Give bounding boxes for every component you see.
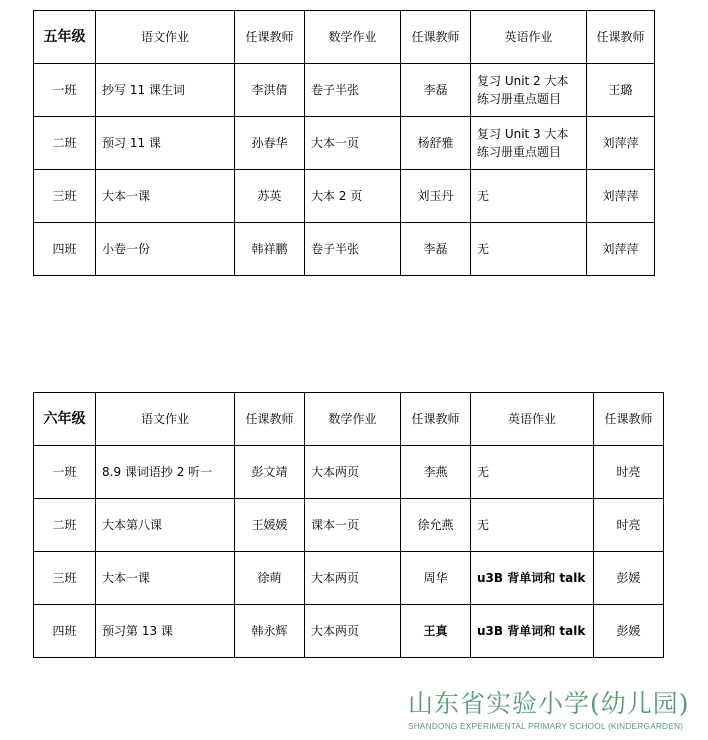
english-homework-cell: 无 (471, 446, 594, 499)
english-homework-cell: u3B 背单词和 talk (471, 605, 594, 658)
math-teacher-cell: 王真 (401, 605, 471, 658)
math-homework-cell: 大本两页 (305, 446, 401, 499)
grade-label: 六年级 (34, 393, 96, 446)
chinese-homework-cell: 抄写 11 课生词 (96, 64, 235, 117)
table-row (34, 446, 664, 499)
column-header: 任课教师 (587, 11, 655, 64)
chinese-homework-cell: 小卷一份 (96, 223, 235, 276)
table-header-row (34, 11, 655, 64)
chinese-teacher-cell: 苏英 (235, 170, 305, 223)
table-row (34, 499, 664, 552)
column-header: 任课教师 (401, 393, 471, 446)
english-homework-cell: 无 (471, 223, 587, 276)
english-teacher-cell: 时亮 (594, 499, 664, 552)
school-name-chinese: 山东省实验小学(幼儿园) (408, 689, 690, 718)
class-cell: 三班 (34, 552, 96, 605)
column-header: 数学作业 (305, 11, 401, 64)
chinese-teacher-cell: 韩祥鹏 (235, 223, 305, 276)
chinese-homework-cell: 预习第 13 课 (96, 605, 235, 658)
chinese-homework-cell: 8.9 课词语抄 2 听一 (96, 446, 235, 499)
english-teacher-cell: 王璐 (587, 64, 655, 117)
math-homework-cell: 课本一页 (305, 499, 401, 552)
class-cell: 三班 (34, 170, 96, 223)
class-cell: 四班 (34, 605, 96, 658)
math-homework-cell: 大本 2 页 (305, 170, 401, 223)
grade5-homework-table (33, 10, 655, 276)
class-cell: 一班 (34, 446, 96, 499)
table-header-row (34, 393, 664, 446)
english-teacher-cell: 刘萍萍 (587, 223, 655, 276)
class-cell: 一班 (34, 64, 96, 117)
english-homework-cell: 无 (471, 499, 594, 552)
column-header: 英语作业 (471, 11, 587, 64)
math-homework-cell: 大本两页 (305, 605, 401, 658)
chinese-teacher-cell: 彭文靖 (235, 446, 305, 499)
table-row (34, 605, 664, 658)
english-teacher-cell: 刘萍萍 (587, 117, 655, 170)
chinese-teacher-cell: 韩永辉 (235, 605, 305, 658)
math-homework-cell: 大本一页 (305, 117, 401, 170)
column-header: 英语作业 (471, 393, 594, 446)
table-row (34, 223, 655, 276)
chinese-teacher-cell: 徐萌 (235, 552, 305, 605)
table-row (34, 64, 655, 117)
english-teacher-cell: 时亮 (594, 446, 664, 499)
chinese-homework-cell: 预习 11 课 (96, 117, 235, 170)
english-homework-cell: 复习 Unit 2 大本练习册重点题目 (471, 64, 587, 117)
math-teacher-cell: 李磊 (401, 223, 471, 276)
school-logo (408, 688, 700, 736)
english-teacher-cell: 刘萍萍 (587, 170, 655, 223)
math-homework-cell: 大本两页 (305, 552, 401, 605)
chinese-homework-cell: 大本一课 (96, 170, 235, 223)
math-teacher-cell: 杨舒雅 (401, 117, 471, 170)
math-homework-cell: 卷子半张 (305, 223, 401, 276)
math-teacher-cell: 周华 (401, 552, 471, 605)
column-header: 任课教师 (235, 11, 305, 64)
table-row (34, 117, 655, 170)
school-name-english: SHANDONG EXPERIMENTAL PRIMARY SCHOOL (KINDERGARDEN) (408, 721, 684, 731)
chinese-teacher-cell: 孙春华 (235, 117, 305, 170)
chinese-homework-cell: 大本一课 (96, 552, 235, 605)
chinese-homework-cell: 大本第八课 (96, 499, 235, 552)
math-teacher-cell: 李磊 (401, 64, 471, 117)
english-teacher-cell: 彭媛 (594, 605, 664, 658)
grade-label: 五年级 (34, 11, 96, 64)
math-teacher-cell: 徐允燕 (401, 499, 471, 552)
column-header: 任课教师 (235, 393, 305, 446)
column-header: 数学作业 (305, 393, 401, 446)
grade6-homework-table (33, 392, 664, 658)
math-homework-cell: 卷子半张 (305, 64, 401, 117)
column-header: 语文作业 (96, 393, 235, 446)
english-homework-cell: 复习 Unit 3 大本练习册重点题目 (471, 117, 587, 170)
class-cell: 二班 (34, 499, 96, 552)
english-homework-cell: 无 (471, 170, 587, 223)
class-cell: 二班 (34, 117, 96, 170)
table-row (34, 170, 655, 223)
class-cell: 四班 (34, 223, 96, 276)
english-homework-cell: u3B 背单词和 talk (471, 552, 594, 605)
chinese-teacher-cell: 李洪倩 (235, 64, 305, 117)
math-teacher-cell: 刘玉丹 (401, 170, 471, 223)
math-teacher-cell: 李燕 (401, 446, 471, 499)
english-teacher-cell: 彭媛 (594, 552, 664, 605)
column-header: 任课教师 (594, 393, 664, 446)
column-header: 任课教师 (401, 11, 471, 64)
chinese-teacher-cell: 王媛媛 (235, 499, 305, 552)
column-header: 语文作业 (96, 11, 235, 64)
table-row (34, 552, 664, 605)
